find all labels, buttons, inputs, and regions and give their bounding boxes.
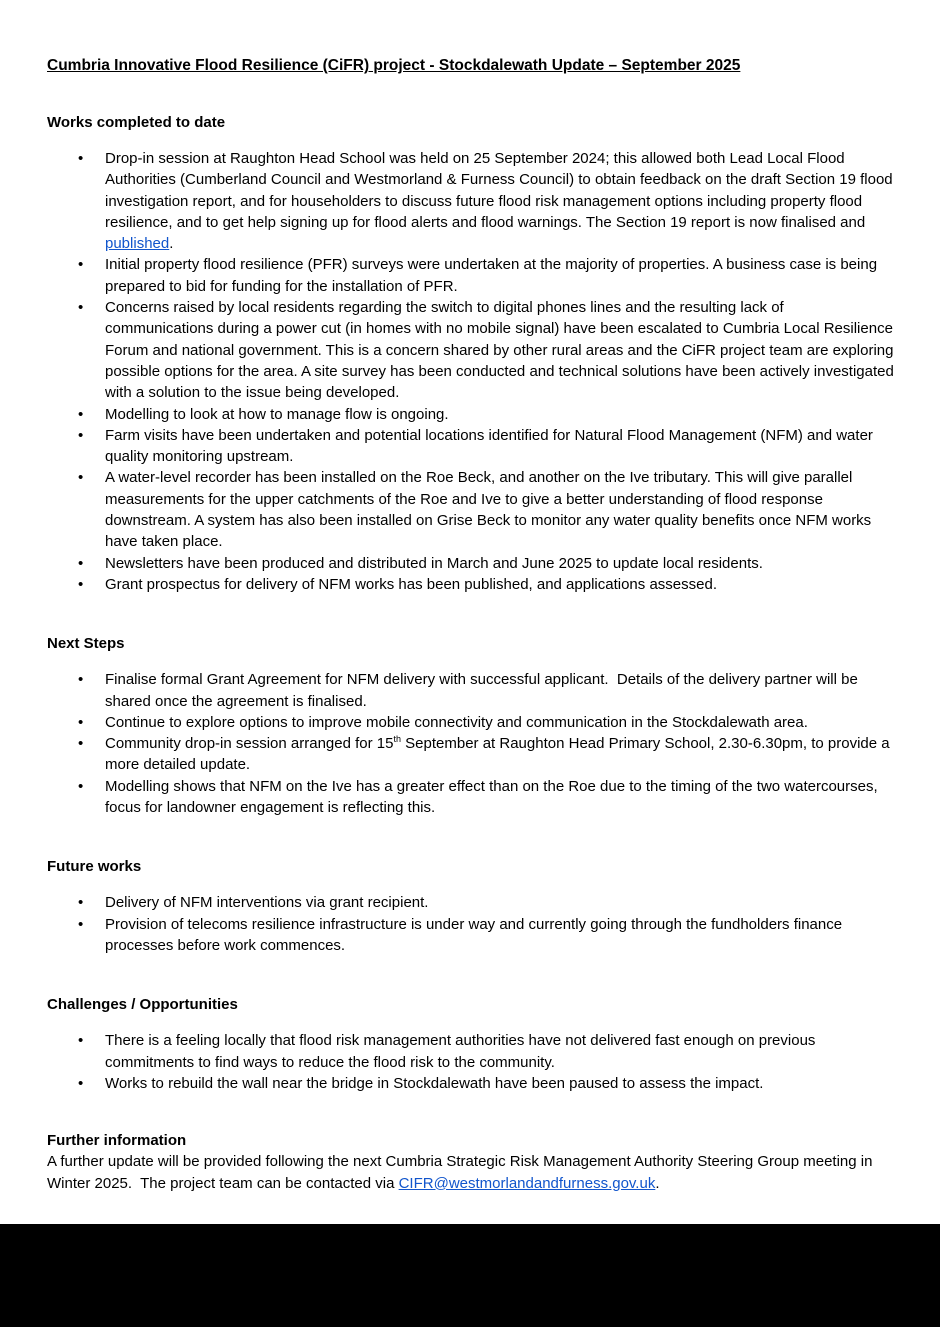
bullet-item: • Grant prospectus for delivery of NFM works has been published, and applications assessed. <box>105 574 895 595</box>
bullet-item: • Continue to explore options to improve mobile connectivity and communication in the Stockdalewath area. <box>105 712 895 733</box>
bullet-item: • Delivery of NFM interventions via grant recipient. <box>105 892 895 913</box>
bullet-list-works-completed <box>47 148 899 595</box>
bullet-item: • Concerns raised by local residents regarding the switch to digital phones lines and the resulting lack of communications during a power cut (in homes with no mobile signal) have been escalated to Cumbria Local Resilience Forum and national government. This is a concern shared by other rural areas and the CiFR project team are exploring possible options for the area. A site survey has been conducted and technical solutions have been actively investigated with a solution to the issue being developed. <box>105 297 895 403</box>
bullet-item: • Initial property flood resilience (PFR) surveys were undertaken at the majority of properties. A business case is being prepared to bid for funding for the installation of PFR. <box>105 254 895 297</box>
bullet-list-next-steps <box>47 669 895 818</box>
contact-email-link[interactable]: CIFR@westmorlandandfurness.gov.uk <box>398 1174 656 1192</box>
superscript-text: th <box>393 734 401 745</box>
section-works-completed-to-date <box>47 112 899 595</box>
bullet-list-future-works <box>47 892 895 956</box>
page-bottom-edge <box>0 1224 940 1327</box>
section-heading-further-information: Further information <box>47 1132 187 1150</box>
bullet-item: • A water-level recorder has been installed on the Roe Beck, and another on the Ive tributary. This will give parallel measurements for the upper catchments of the Roe and Ive to give a better understanding of flood response downstream. A system has also been installed on Grise Beck to monitor any water quality benefits once NFM works have taken place. <box>105 467 895 552</box>
bullet-item: • There is a feeling locally that flood risk management authorities have not delivered fast enough on previous commitments to find ways to reduce the flood risk to the community. <box>105 1030 895 1073</box>
section-further-information <box>47 1130 895 1194</box>
bullet-list-challenges-opportunities <box>47 1030 895 1094</box>
section-heading-next-steps: Next Steps <box>47 635 125 653</box>
published-report-link[interactable]: published <box>105 235 170 253</box>
section-future-works <box>47 856 895 956</box>
section-next-steps <box>47 633 895 818</box>
bullet-item: • Works to rebuild the wall near the bridge in Stockdalewath have been paused to assess the impact. <box>105 1073 895 1094</box>
section-challenges-opportunities <box>47 994 895 1094</box>
bullet-item: • Community drop-in session arranged for 15th September at Raughton Head Primary School, 2.30-6.30pm, to provide a more detailed update. <box>105 733 895 776</box>
bullet-item: • Farm visits have been undertaken and potential locations identified for Natural Flood Management (NFM) and water quality monitoring upstream. <box>105 425 895 468</box>
bullet-item: • Drop-in session at Raughton Head School was held on 25 September 2024; this allowed both Lead Local Flood Authorities (Cumberland Council and Westmorland & Furness Council) to obtain feedback on the draft Section 19 flood investigation report, and for householders to discuss future flood risk management options including property flood resilience, and to get help signing up for flood alerts and flood warnings. The Section 19 report is now finalised and published. <box>105 148 895 254</box>
section-heading-works-completed: Works completed to date <box>47 114 226 131</box>
bullet-item: • Modelling shows that NFM on the Ive has a greater effect than on the Roe due to the timing of the two watercourses, focus for landowner engagement is reflecting this. <box>105 776 895 819</box>
bullet-item: • Provision of telecoms resilience infrastructure is under way and currently going through the fundholders finance processes before work commences. <box>105 914 895 957</box>
document-title: Cumbria Innovative Flood Resilience (CiFR) project - Stockdalewath Update – September 2025 <box>47 57 741 74</box>
section-heading-challenges-opportunities: Challenges / Opportunities <box>47 996 238 1014</box>
bullet-item: • Finalise formal Grant Agreement for NFM delivery with successful applicant. Details of the delivery partner will be shared once the agreement is finalised. <box>105 669 895 712</box>
section-heading-future-works: Future works <box>47 858 142 876</box>
bullet-item: • Newsletters have been produced and distributed in March and June 2025 to update local residents. <box>105 553 895 574</box>
further-information-paragraph: A further update will be provided following the next Cumbria Strategic Risk Management Authority Steering Group meeting in Winter 2025. The project team can be contacted via CIFR@westmorlandandfurness.gov.uk. <box>47 1153 877 1192</box>
bullet-item: • Modelling to look at how to manage flow is ongoing. <box>105 404 895 425</box>
